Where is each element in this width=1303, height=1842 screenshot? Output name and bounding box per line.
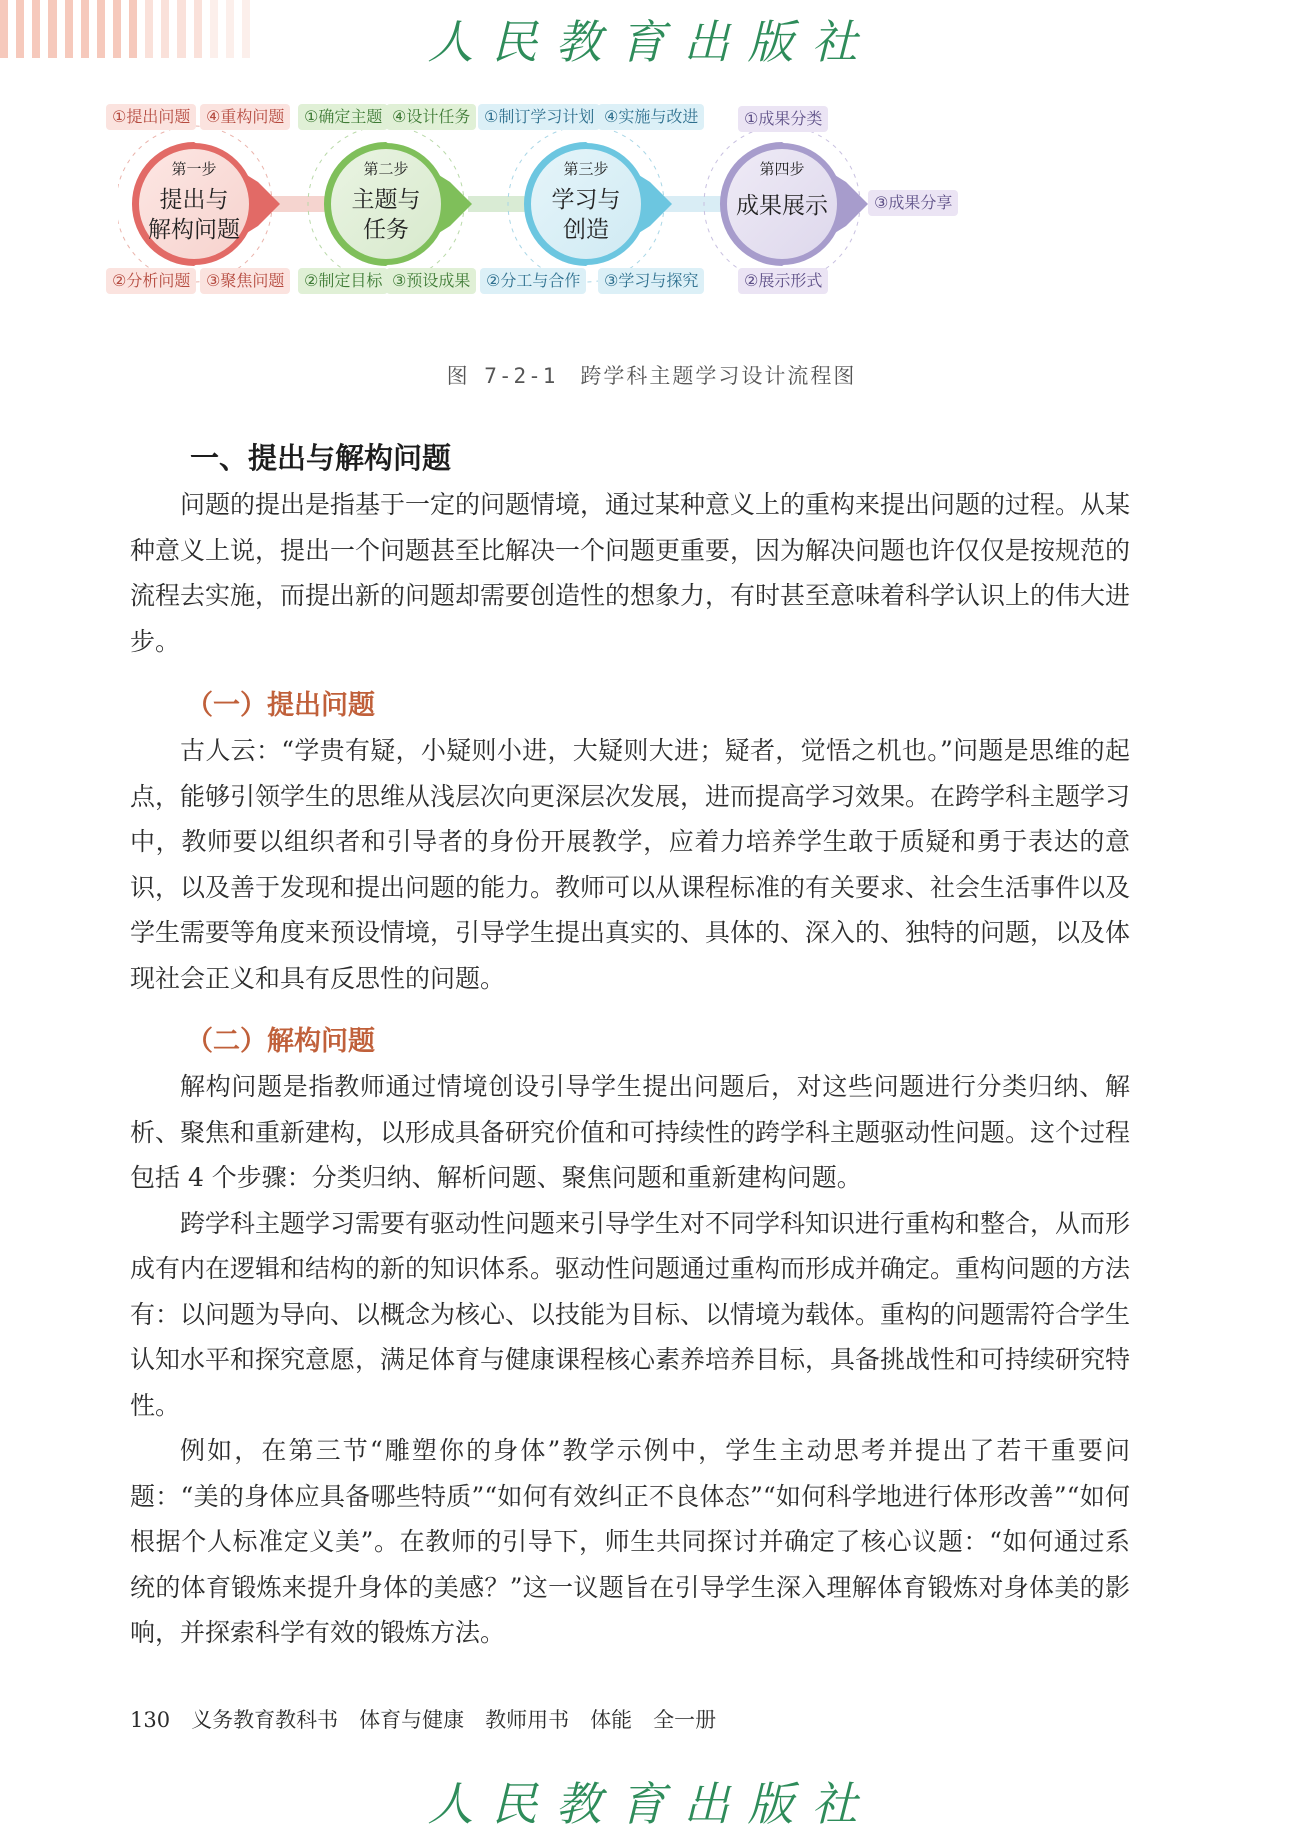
subsection-2-paragraph-3: 例如，在第三节“雕塑你的身体”教学示例中，学生主动思考并提出了若干重要问题：“美的身体应具备哪些特质”“如何有效纠正不良体态”“如何科学地进行体形改善”“如何根据个人标准定义美”。在教师的引导下，师生共同探讨并确定了核心议题：“如何通过系统的体育锻炼来提升身体的美感？”这一议题旨在引导学生深入理解体育锻炼对身体美的影响，并探索科学有效的锻炼方法。 xyxy=(130,1436,1130,1647)
step-4-tag-2: ②展示形式 xyxy=(738,268,828,294)
step-1-number: 第一步 xyxy=(171,160,217,178)
subsection-1-body xyxy=(130,728,1130,1001)
step-1-tag-2: ②分析问题 xyxy=(106,268,196,294)
step-4-number: 第四步 xyxy=(759,160,805,178)
step-1-tag-1: ①提出问题 xyxy=(106,104,196,130)
step-4-label xyxy=(722,158,842,221)
subsection-1-text: 古人云：“学贵有疑，小疑则小进，大疑则大进；疑者，觉悟之机也。”问题是思维的起点，能够引领学生的思维从浅层次向更深层次发展，进而提高学习效果。在跨学科主题学习中，教师要以组织者和引导者的身份开展教学，应着力培养学生敢于质疑和勇于表达的意识，以及善于发现和提出问题的能力。教师可以从课程标准的有关要求、社会生活事件以及学生需要等角度来预设情境，引导学生提出真实的、具体的、深入的、独特的问题，以及体现社会正义和具有反思性的问题。 xyxy=(130,736,1131,993)
publisher-logo-bottom: 人民教育出版社 xyxy=(427,1777,876,1831)
step-3-title: 学习与 创造 xyxy=(551,187,621,243)
step-2-number: 第二步 xyxy=(363,160,409,178)
figure-caption: 图 7-2-1 跨学科主题学习设计流程图 xyxy=(446,364,857,388)
step-3-label xyxy=(526,158,646,245)
page-footer: 130 义务教育教科书 体育与健康 教师用书 体能 全一册 xyxy=(130,1708,717,1732)
step-2-tag-3: ③预设成果 xyxy=(386,268,476,294)
flow-diagram xyxy=(112,107,1148,388)
step-1-title: 提出与 解构问题 xyxy=(148,187,240,243)
step-4-tag-3: ③成果分享 xyxy=(868,190,958,216)
step-2-tag-4: ④设计任务 xyxy=(386,104,476,130)
step-3-tag-4: ④实施与改进 xyxy=(598,104,704,130)
step-4-tag-1: ①成果分类 xyxy=(738,106,828,132)
publisher-logo-top: 人民教育出版社 xyxy=(427,15,876,69)
step-3-tag-2: ②分工与合作 xyxy=(480,268,586,294)
step-3-tag-3: ③学习与探究 xyxy=(598,268,704,294)
subsection-2-paragraph-1: 解构问题是指教师通过情境创设引导学生提出问题后，对这些问题进行分类归纳、解析、聚焦和重新建构，以形成具备研究价值和可持续性的跨学科主题驱动性问题。这个过程包括 4 个步骤：分类归纳、解析问题、聚焦问题和重新建构问题。 xyxy=(130,1072,1131,1192)
step-2-tag-2: ②制定目标 xyxy=(298,268,388,294)
subsection-2-body xyxy=(130,1064,1130,1656)
step-3-number: 第三步 xyxy=(563,160,609,178)
step-1-label xyxy=(134,158,254,245)
step-3-tag-1: ①制订学习计划 xyxy=(478,104,600,130)
section-title: 一、提出与解构问题 xyxy=(190,441,452,475)
step-2-title: 主题与 任务 xyxy=(351,187,421,243)
step-4-title: 成果展示 xyxy=(736,193,828,219)
intro-paragraph xyxy=(130,482,1130,664)
step-2-tag-1: ①确定主题 xyxy=(298,104,388,130)
intro-text: 问题的提出是指基于一定的问题情境，通过某种意义上的重构来提出问题的过程。从某种意义上说，提出一个问题甚至比解决一个问题更重要，因为解决问题也许仅仅是按规范的流程去实施，而提出新的问题却需要创造性的想象力，有时甚至意味着科学认识上的伟大进步。 xyxy=(130,490,1131,656)
subsection-2-title: （二）解构问题 xyxy=(186,1026,375,1057)
step-1-tag-3: ③聚焦问题 xyxy=(200,268,290,294)
subsection-2-paragraph-2: 跨学科主题学习需要有驱动性问题来引导学生对不同学科知识进行重构和整合，从而形成有内在逻辑和结构的新的知识体系。驱动性问题通过重构而形成并确定。重构问题的方法有：以问题为导向、以概念为核心、以技能为目标、以情境为载体。重构的问题需符合学生认知水平和探究意愿，满足体育与健康课程核心素养培养目标，具备挑战性和可持续研究特性。 xyxy=(130,1208,1131,1420)
step-1-tag-4: ④重构问题 xyxy=(200,104,290,130)
subsection-1-title: （一）提出问题 xyxy=(186,690,375,721)
step-2-label xyxy=(326,158,446,245)
